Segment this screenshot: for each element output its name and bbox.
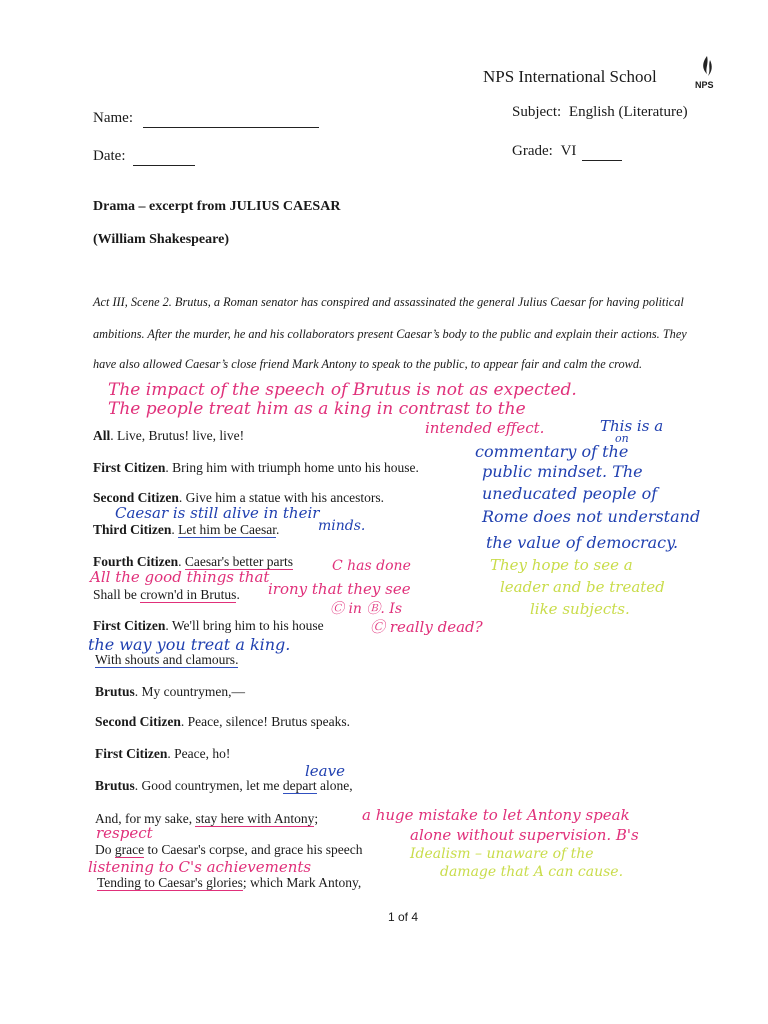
dialogue: . We'll bring him to his house	[165, 618, 324, 633]
annotation-pink: The impact of the speech of Brutus is not as expected.	[108, 380, 577, 400]
dialogue: . Bring him with triumph home unto his house.	[165, 460, 419, 475]
dialogue: . Peace, silence! Brutus speaks.	[180, 714, 350, 729]
dialogue: to Caesar's corpse, and grace his speech	[144, 842, 363, 857]
annotation-blue: public mindset. The	[482, 462, 643, 481]
dialogue: Caesar's better parts	[184, 554, 294, 569]
annotation-blue: commentary of the	[475, 442, 629, 461]
dialogue: . My countrymen,—	[134, 684, 246, 699]
annotation-pink: Ⓒ in Ⓑ. Is	[330, 601, 403, 617]
intro-line: have also allowed Caesar’s close friend Mark Antony to speak to the public, to appear fair and calm the crowd.	[93, 357, 643, 371]
annotation-blue: the way you treat a king.	[88, 635, 291, 654]
annotation-blue: Rome does not understand	[482, 507, 701, 526]
grade-row	[512, 143, 622, 161]
date-label: Date:	[93, 148, 126, 164]
name-row	[93, 110, 319, 128]
script-line	[95, 746, 230, 762]
date-field[interactable]	[133, 148, 195, 166]
annotation-pink: alone without supervision. B's	[410, 826, 639, 844]
dialogue: Shall be	[93, 587, 141, 602]
speaker: All	[93, 428, 111, 443]
script-line: Fourth Citizen. Caesar's better parts	[93, 554, 294, 569]
annotation-blue: Caesar is still alive in their	[115, 504, 320, 522]
script-line	[93, 618, 324, 634]
annotation-blue: minds.	[318, 518, 366, 534]
underlined-text: depart	[282, 778, 317, 793]
dialogue: . Live, Brutus! live, live!	[110, 428, 245, 443]
dialogue: . Give him a statue with his ancestors.	[178, 490, 384, 505]
speaker: First Citizen	[95, 746, 168, 761]
underlined-text: stay here with Antony	[195, 811, 315, 826]
annotation-pink: All the good things that	[90, 568, 270, 586]
script-line	[95, 714, 350, 730]
annotation-lime: damage that A can cause.	[440, 864, 624, 880]
logo-text: NPS	[695, 80, 714, 90]
dialogue: alone,	[316, 778, 353, 793]
subject-row	[512, 104, 688, 121]
annotation-pink: listening to C's achievements	[88, 858, 312, 876]
script-line: Shall be crown'd in Brutus.	[93, 587, 240, 602]
intro-line: Act III, Scene 2. Brutus, a Roman senator has conspired and assassinated the general Julius Caesar for having political	[93, 295, 684, 309]
school-name: NPS International School	[483, 67, 657, 86]
speaker: Second Citizen	[95, 714, 181, 729]
name-field[interactable]	[143, 110, 319, 128]
annotation-lime: They hope to see a	[490, 556, 633, 574]
annotation-lime: like subjects.	[530, 600, 630, 618]
script-line: Third Citizen. Let him be Caesar.	[93, 522, 280, 537]
annotation-pink: a huge mistake to let Antony speak	[362, 806, 630, 824]
dialogue: ; which Mark Antony,	[242, 875, 362, 890]
script-line	[95, 652, 238, 668]
script-line	[95, 778, 353, 794]
annotation-pink: respect	[96, 824, 153, 842]
underlined-text: Let him be Caesar	[178, 522, 276, 537]
annotation-blue: leave	[305, 762, 345, 780]
grade-value: VI	[560, 143, 577, 159]
annotation-pink: irony that they see	[268, 580, 411, 598]
drama-author: (William Shakespeare)	[93, 232, 229, 247]
script-line-all	[93, 428, 244, 444]
script-line	[97, 875, 361, 891]
underlined-text: Tending to Caesar's glories	[97, 875, 243, 890]
subject-label: Subject:	[512, 104, 562, 120]
speaker: Brutus	[95, 684, 135, 699]
underlined-text: crown'd in Brutus	[140, 587, 237, 602]
annotation-blue: on	[615, 432, 629, 445]
annotation-blue: the value of democracy.	[486, 533, 679, 552]
dialogue: . Peace, ho!	[167, 746, 231, 761]
speaker: Second Citizen	[93, 490, 179, 505]
annotation-pink: intended effect.	[425, 419, 545, 437]
annotation-blue: This is a	[600, 417, 664, 435]
annotation-blue: uneducated people of	[482, 484, 658, 503]
script-line: And, for my sake, stay here with Antony;	[95, 811, 319, 826]
name-label: Name:	[93, 110, 133, 126]
annotation-pink: C has done	[332, 558, 411, 574]
annotation-lime: leader and be treated	[500, 578, 665, 596]
grade-label: Grade:	[512, 143, 553, 159]
speaker: First Citizen	[93, 618, 166, 633]
school-logo	[693, 52, 723, 92]
intro-line: ambitions. After the murder, he and his collaborators present Caesar’s body to the public and explain their actions. They	[93, 327, 687, 341]
annotation-lime: Idealism – unaware of the	[410, 846, 594, 862]
speaker: Third Citizen	[93, 522, 172, 537]
speaker: First Citizen	[93, 460, 166, 475]
annotation-pink: The people treat him as a king in contrast to the	[108, 399, 526, 419]
script-line	[95, 684, 245, 700]
underlined-text: grace	[114, 842, 145, 857]
speaker: Brutus	[95, 778, 135, 793]
dialogue: And, for my sake,	[95, 811, 196, 826]
page-number: 1 of 4	[388, 910, 419, 924]
annotation-pink: Ⓒ really dead?	[370, 618, 483, 636]
dialogue: Do	[95, 842, 115, 857]
date-row	[93, 148, 195, 166]
subject-value: English (Literature)	[568, 104, 688, 120]
drama-title: Drama – excerpt from JULIUS CAESAR	[93, 199, 341, 214]
underlined-text: With shouts and clamours.	[95, 652, 239, 667]
script-line	[95, 842, 362, 858]
script-line	[93, 460, 419, 476]
speaker: Fourth Citizen	[93, 554, 179, 569]
grade-field[interactable]	[582, 143, 622, 161]
dialogue: . Good countrymen, let me	[134, 778, 283, 793]
